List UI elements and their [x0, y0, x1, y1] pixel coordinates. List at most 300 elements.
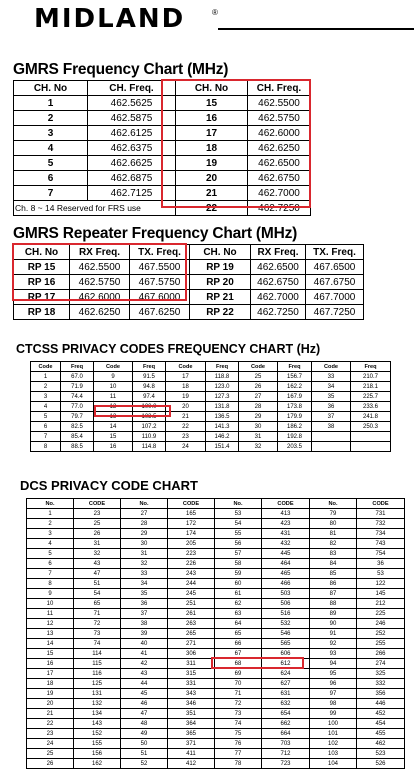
dcs-cell: 156	[74, 749, 121, 759]
dcs-header-2: No.	[121, 499, 168, 509]
dcs-cell: 102	[310, 739, 357, 749]
ctcss-cell: 20	[166, 402, 206, 412]
ctcss-cell: 233.6	[351, 402, 391, 412]
dcs-cell: 115	[74, 659, 121, 669]
dcs-cell: 75	[215, 729, 262, 739]
dcs-cell: 466	[262, 579, 310, 589]
repeater-cell: 462.7250	[251, 305, 306, 320]
ctcss-cell: 179.9	[278, 412, 312, 422]
table-row	[31, 432, 391, 442]
dcs-header-0: No.	[27, 499, 74, 509]
dcs-cell: 57	[215, 549, 262, 559]
table-row	[27, 549, 405, 559]
repeater-cell: RP 17	[14, 290, 70, 305]
ctcss-cell: 162.2	[278, 382, 312, 392]
dcs-cell: 134	[74, 709, 121, 719]
dcs-cell: 44	[121, 679, 168, 689]
gmrs-cell: 462.6500	[248, 156, 311, 171]
dcs-cell: 70	[215, 679, 262, 689]
dcs-cell: 36	[357, 559, 405, 569]
repeater-frequency-table	[13, 244, 364, 320]
ctcss-cell: 241.8	[351, 412, 391, 422]
table-row	[14, 171, 311, 186]
ctcss-cell: 218.1	[351, 382, 391, 392]
repeater-header-1: RX Freq.	[70, 245, 130, 260]
ctcss-cell: 11	[94, 392, 133, 402]
dcs-cell: 12	[27, 619, 74, 629]
dcs-header-4: No.	[215, 499, 262, 509]
gmrs-title: GMRS Frequency Chart (MHz)	[13, 61, 229, 78]
dcs-cell: 2	[27, 519, 74, 529]
dcs-cell: 10	[27, 599, 74, 609]
dcs-cell: 92	[310, 639, 357, 649]
table-row	[27, 629, 405, 639]
dcs-cell: 445	[262, 549, 310, 559]
dcs-cell: 8	[27, 579, 74, 589]
dcs-header-5: CODE	[262, 499, 310, 509]
ctcss-cell: 127.3	[206, 392, 239, 402]
dcs-cell: 71	[215, 689, 262, 699]
table-row	[14, 290, 364, 305]
brand-name: MIDLAND	[34, 4, 186, 34]
dcs-cell: 53	[215, 509, 262, 519]
ctcss-cell: 141.3	[206, 422, 239, 432]
repeater-header-2: TX. Freq.	[130, 245, 190, 260]
dcs-cell: 100	[310, 719, 357, 729]
repeater-cell: 467.7000	[306, 290, 364, 305]
ctcss-cell: 77.0	[61, 402, 94, 412]
ctcss-cell: 203.5	[278, 442, 312, 452]
table-row	[14, 156, 311, 171]
table-row	[31, 402, 391, 412]
dcs-cell: 205	[168, 539, 215, 549]
ctcss-header-7: Freq	[278, 362, 312, 372]
dcs-cell: 452	[357, 709, 405, 719]
ctcss-cell: 91.5	[133, 372, 166, 382]
gmrs-cell: 21	[176, 186, 248, 201]
repeater-cell: 462.7000	[251, 290, 306, 305]
dcs-cell: 104	[310, 759, 357, 769]
ctcss-cell: 5	[31, 412, 61, 422]
gmrs-cell: 22	[176, 201, 248, 216]
dcs-cell: 42	[121, 659, 168, 669]
dcs-cell: 246	[357, 619, 405, 629]
ctcss-cell: 173.8	[278, 402, 312, 412]
dcs-cell: 80	[310, 519, 357, 529]
gmrs-header-3: CH. Freq.	[248, 81, 311, 96]
gmrs-cell: 462.6375	[88, 141, 176, 156]
dcs-cell: 24	[27, 739, 74, 749]
ctcss-cell: 17	[166, 372, 206, 382]
gmrs-header-2: CH. No	[176, 81, 248, 96]
ctcss-header-5: Freq	[206, 362, 239, 372]
dcs-cell: 356	[357, 689, 405, 699]
ctcss-header-3: Freq	[133, 362, 166, 372]
ctcss-cell: 34	[312, 382, 351, 392]
ctcss-cell: 250.3	[351, 422, 391, 432]
ctcss-cell: 3	[31, 392, 61, 402]
dcs-cell: 72	[74, 619, 121, 629]
dcs-cell: 103	[310, 749, 357, 759]
table-row	[14, 111, 311, 126]
ctcss-cell: 18	[166, 382, 206, 392]
gmrs-header-0: CH. No	[14, 81, 88, 96]
repeater-cell: 462.6500	[251, 260, 306, 275]
table-row	[14, 201, 311, 216]
table-row	[14, 260, 364, 275]
dcs-cell: 172	[168, 519, 215, 529]
gmrs-cell: 462.5750	[248, 111, 311, 126]
dcs-header-3: CODE	[168, 499, 215, 509]
ctcss-cell: 94.8	[133, 382, 166, 392]
dcs-cell: 26	[74, 529, 121, 539]
dcs-cell: 7	[27, 569, 74, 579]
dcs-cell: 155	[74, 739, 121, 749]
repeater-cell: RP 18	[14, 305, 70, 320]
dcs-cell: 225	[357, 609, 405, 619]
ctcss-cell: 7	[31, 432, 61, 442]
repeater-header-row	[14, 245, 364, 260]
gmrs-cell: 16	[176, 111, 248, 126]
repeater-cell: RP 19	[190, 260, 251, 275]
dcs-cell: 88	[310, 599, 357, 609]
dcs-cell: 62	[215, 599, 262, 609]
ctcss-cell	[312, 432, 351, 442]
dcs-cell: 23	[74, 509, 121, 519]
dcs-cell: 11	[27, 609, 74, 619]
dcs-cell: 73	[215, 709, 262, 719]
ctcss-cell: 85.4	[61, 432, 94, 442]
dcs-cell: 46	[121, 699, 168, 709]
dcs-cell: 32	[74, 549, 121, 559]
dcs-cell: 446	[357, 699, 405, 709]
dcs-cell: 4	[27, 539, 74, 549]
dcs-cell: 165	[168, 509, 215, 519]
dcs-cell: 40	[121, 639, 168, 649]
ctcss-cell: 2	[31, 382, 61, 392]
table-row	[31, 412, 391, 422]
gmrs-cell: 17	[176, 126, 248, 141]
gmrs-cell: 19	[176, 156, 248, 171]
dcs-cell: 131	[74, 689, 121, 699]
dcs-cell: 27	[121, 509, 168, 519]
dcs-cell: 67	[215, 649, 262, 659]
ctcss-cell: 19	[166, 392, 206, 402]
ctcss-cell: 32	[239, 442, 278, 452]
dcs-cell: 66	[215, 639, 262, 649]
dcs-cell: 143	[74, 719, 121, 729]
dcs-cell: 365	[168, 729, 215, 739]
repeater-header-3: CH. No	[190, 245, 251, 260]
table-row	[27, 529, 405, 539]
dcs-cell: 252	[357, 629, 405, 639]
ctcss-cell: 6	[31, 422, 61, 432]
repeater-cell: 467.5750	[130, 275, 190, 290]
dcs-cell: 19	[27, 689, 74, 699]
dcs-cell: 152	[74, 729, 121, 739]
dcs-cell: 78	[215, 759, 262, 769]
dcs-cell: 17	[27, 669, 74, 679]
repeater-cell: 467.7250	[306, 305, 364, 320]
dcs-cell: 90	[310, 619, 357, 629]
dcs-cell: 266	[357, 649, 405, 659]
dcs-cell: 412	[168, 759, 215, 769]
dcs-codes-table	[26, 498, 405, 769]
dcs-cell: 21	[27, 709, 74, 719]
ctcss-cell: 107.2	[133, 422, 166, 432]
gmrs-cell: 4	[14, 141, 88, 156]
table-row	[14, 96, 311, 111]
dcs-cell: 52	[121, 759, 168, 769]
ctcss-cell: 192.8	[278, 432, 312, 442]
ctcss-cell: 33	[312, 372, 351, 382]
ctcss-cell: 14	[94, 422, 133, 432]
dcs-cell: 23	[27, 729, 74, 739]
dcs-cell: 73	[74, 629, 121, 639]
dcs-cell: 25	[74, 519, 121, 529]
dcs-header-7: CODE	[357, 499, 405, 509]
dcs-cell: 53	[357, 569, 405, 579]
registered-mark: ®	[212, 8, 218, 17]
table-row	[31, 382, 391, 392]
table-row	[31, 392, 391, 402]
dcs-cell: 14	[27, 639, 74, 649]
ctcss-cell: 97.4	[133, 392, 166, 402]
dcs-header-6: No.	[310, 499, 357, 509]
repeater-cell: RP 15	[14, 260, 70, 275]
dcs-cell: 506	[262, 599, 310, 609]
table-row	[14, 141, 311, 156]
dcs-header-1: CODE	[74, 499, 121, 509]
dcs-cell: 74	[74, 639, 121, 649]
dcs-cell: 98	[310, 699, 357, 709]
dcs-cell: 454	[357, 719, 405, 729]
gmrs-cell: 20	[176, 171, 248, 186]
ctcss-cell: 146.2	[206, 432, 239, 442]
dcs-cell: 261	[168, 609, 215, 619]
repeater-cell: RP 16	[14, 275, 70, 290]
dcs-cell: 664	[262, 729, 310, 739]
dcs-cell: 462	[357, 739, 405, 749]
dcs-cell: 464	[262, 559, 310, 569]
ctcss-codes-table	[30, 361, 391, 452]
dcs-cell: 662	[262, 719, 310, 729]
dcs-cell: 413	[262, 509, 310, 519]
dcs-cell: 251	[168, 599, 215, 609]
table-row	[14, 275, 364, 290]
dcs-cell: 84	[310, 559, 357, 569]
ctcss-cell: 210.7	[351, 372, 391, 382]
dcs-cell: 311	[168, 659, 215, 669]
dcs-cell: 76	[215, 739, 262, 749]
dcs-cell: 68	[215, 659, 262, 669]
dcs-cell: 89	[310, 609, 357, 619]
ctcss-cell: 22	[166, 422, 206, 432]
gmrs-cell: 1	[14, 96, 88, 111]
dcs-cell: 51	[121, 749, 168, 759]
table-row	[27, 589, 405, 599]
table-row	[27, 559, 405, 569]
ctcss-cell: 25	[239, 372, 278, 382]
repeater-cell: RP 20	[190, 275, 251, 290]
dcs-cell: 351	[168, 709, 215, 719]
table-row	[27, 669, 405, 679]
dcs-cell: 39	[121, 629, 168, 639]
dcs-cell: 606	[262, 649, 310, 659]
ctcss-cell: 67.0	[61, 372, 94, 382]
ctcss-cell: 103.5	[133, 412, 166, 422]
ctcss-header-9: Freq	[351, 362, 391, 372]
ctcss-header-2: Code	[94, 362, 133, 372]
dcs-cell: 83	[310, 549, 357, 559]
ctcss-cell: 9	[94, 372, 133, 382]
dcs-cell: 212	[357, 599, 405, 609]
midland-logo	[34, 4, 414, 34]
dcs-cell: 565	[262, 639, 310, 649]
dcs-cell: 51	[74, 579, 121, 589]
dcs-cell: 546	[262, 629, 310, 639]
dcs-cell: 712	[262, 749, 310, 759]
dcs-header-row	[27, 499, 405, 509]
ctcss-cell: 36	[312, 402, 351, 412]
dcs-cell: 61	[215, 589, 262, 599]
table-row	[14, 126, 311, 141]
dcs-cell: 271	[168, 639, 215, 649]
dcs-cell: 5	[27, 549, 74, 559]
repeater-cell: 467.6750	[306, 275, 364, 290]
dcs-cell: 47	[121, 709, 168, 719]
repeater-cell: RP 22	[190, 305, 251, 320]
ctcss-cell	[351, 442, 391, 452]
ctcss-cell: 26	[239, 382, 278, 392]
dcs-cell: 43	[121, 669, 168, 679]
repeater-cell: 467.6250	[130, 305, 190, 320]
dcs-cell: 65	[215, 629, 262, 639]
repeater-cell: RP 21	[190, 290, 251, 305]
gmrs-cell: 462.6000	[248, 126, 311, 141]
ctcss-cell: 13	[94, 412, 133, 422]
dcs-cell: 37	[121, 609, 168, 619]
dcs-cell: 423	[262, 519, 310, 529]
table-row	[27, 709, 405, 719]
dcs-cell: 81	[310, 529, 357, 539]
dcs-cell: 364	[168, 719, 215, 729]
ctcss-cell: 186.2	[278, 422, 312, 432]
repeater-title: GMRS Repeater Frequency Chart (MHz)	[13, 225, 298, 242]
dcs-cell: 532	[262, 619, 310, 629]
gmrs-header-1: CH. Freq.	[88, 81, 176, 96]
gmrs-cell: 15	[176, 96, 248, 111]
dcs-cell: 432	[262, 539, 310, 549]
ctcss-cell: 131.8	[206, 402, 239, 412]
ctcss-cell: 10	[94, 382, 133, 392]
dcs-cell: 72	[215, 699, 262, 709]
dcs-cell: 32	[121, 559, 168, 569]
dcs-cell: 56	[215, 539, 262, 549]
dcs-cell: 91	[310, 629, 357, 639]
dcs-cell: 94	[310, 659, 357, 669]
ctcss-cell: 151.4	[206, 442, 239, 452]
dcs-cell: 15	[27, 649, 74, 659]
gmrs-cell: 3	[14, 126, 88, 141]
gmrs-cell: 462.5625	[88, 96, 176, 111]
ctcss-cell: 1	[31, 372, 61, 382]
dcs-cell: 1	[27, 509, 74, 519]
ctcss-cell: 15	[94, 432, 133, 442]
dcs-cell: 9	[27, 589, 74, 599]
dcs-cell: 95	[310, 669, 357, 679]
dcs-cell: 31	[121, 549, 168, 559]
table-row	[27, 719, 405, 729]
dcs-cell: 69	[215, 669, 262, 679]
dcs-cell: 122	[357, 579, 405, 589]
table-row	[27, 599, 405, 609]
dcs-cell: 174	[168, 529, 215, 539]
ctcss-cell	[351, 432, 391, 442]
dcs-cell: 654	[262, 709, 310, 719]
dcs-cell: 116	[74, 669, 121, 679]
dcs-cell: 64	[215, 619, 262, 629]
ctcss-header-0: Code	[31, 362, 61, 372]
dcs-cell: 325	[357, 669, 405, 679]
ctcss-cell: 82.5	[61, 422, 94, 432]
table-row	[27, 729, 405, 739]
dcs-cell: 731	[357, 509, 405, 519]
dcs-cell: 41	[121, 649, 168, 659]
dcs-cell: 58	[215, 559, 262, 569]
ctcss-cell: 123.0	[206, 382, 239, 392]
ctcss-cell: 74.4	[61, 392, 94, 402]
table-row	[31, 372, 391, 382]
table-row	[27, 689, 405, 699]
ctcss-cell: 100.0	[133, 402, 166, 412]
table-row	[27, 639, 405, 649]
dcs-cell: 612	[262, 659, 310, 669]
frs-reserved-note: Ch. 8 ~ 14 Reserved for FRS use	[14, 201, 176, 216]
dcs-cell: 145	[357, 589, 405, 599]
ctcss-cell: 156.7	[278, 372, 312, 382]
repeater-cell: 462.5750	[70, 275, 130, 290]
dcs-title: DCS PRIVACY CODE CHART	[20, 478, 198, 493]
table-row	[27, 609, 405, 619]
repeater-header-0: CH. No	[14, 245, 70, 260]
dcs-cell: 54	[215, 519, 262, 529]
dcs-cell: 97	[310, 689, 357, 699]
repeater-cell: 462.6250	[70, 305, 130, 320]
dcs-cell: 33	[121, 569, 168, 579]
table-row	[31, 442, 391, 452]
ctcss-header-8: Code	[312, 362, 351, 372]
dcs-cell: 255	[357, 639, 405, 649]
dcs-cell: 96	[310, 679, 357, 689]
dcs-cell: 703	[262, 739, 310, 749]
dcs-cell: 516	[262, 609, 310, 619]
table-row	[27, 749, 405, 759]
dcs-cell: 3	[27, 529, 74, 539]
ctcss-header-4: Code	[166, 362, 206, 372]
gmrs-cell: 462.6750	[248, 171, 311, 186]
dcs-cell: 734	[357, 529, 405, 539]
dcs-cell: 13	[27, 629, 74, 639]
gmrs-cell: 462.6125	[88, 126, 176, 141]
ctcss-cell: 225.7	[351, 392, 391, 402]
repeater-cell: 462.6000	[70, 290, 130, 305]
table-row	[27, 619, 405, 629]
table-row	[27, 519, 405, 529]
gmrs-cell: 462.7250	[248, 201, 311, 216]
dcs-cell: 315	[168, 669, 215, 679]
ctcss-cell: 12	[94, 402, 133, 412]
